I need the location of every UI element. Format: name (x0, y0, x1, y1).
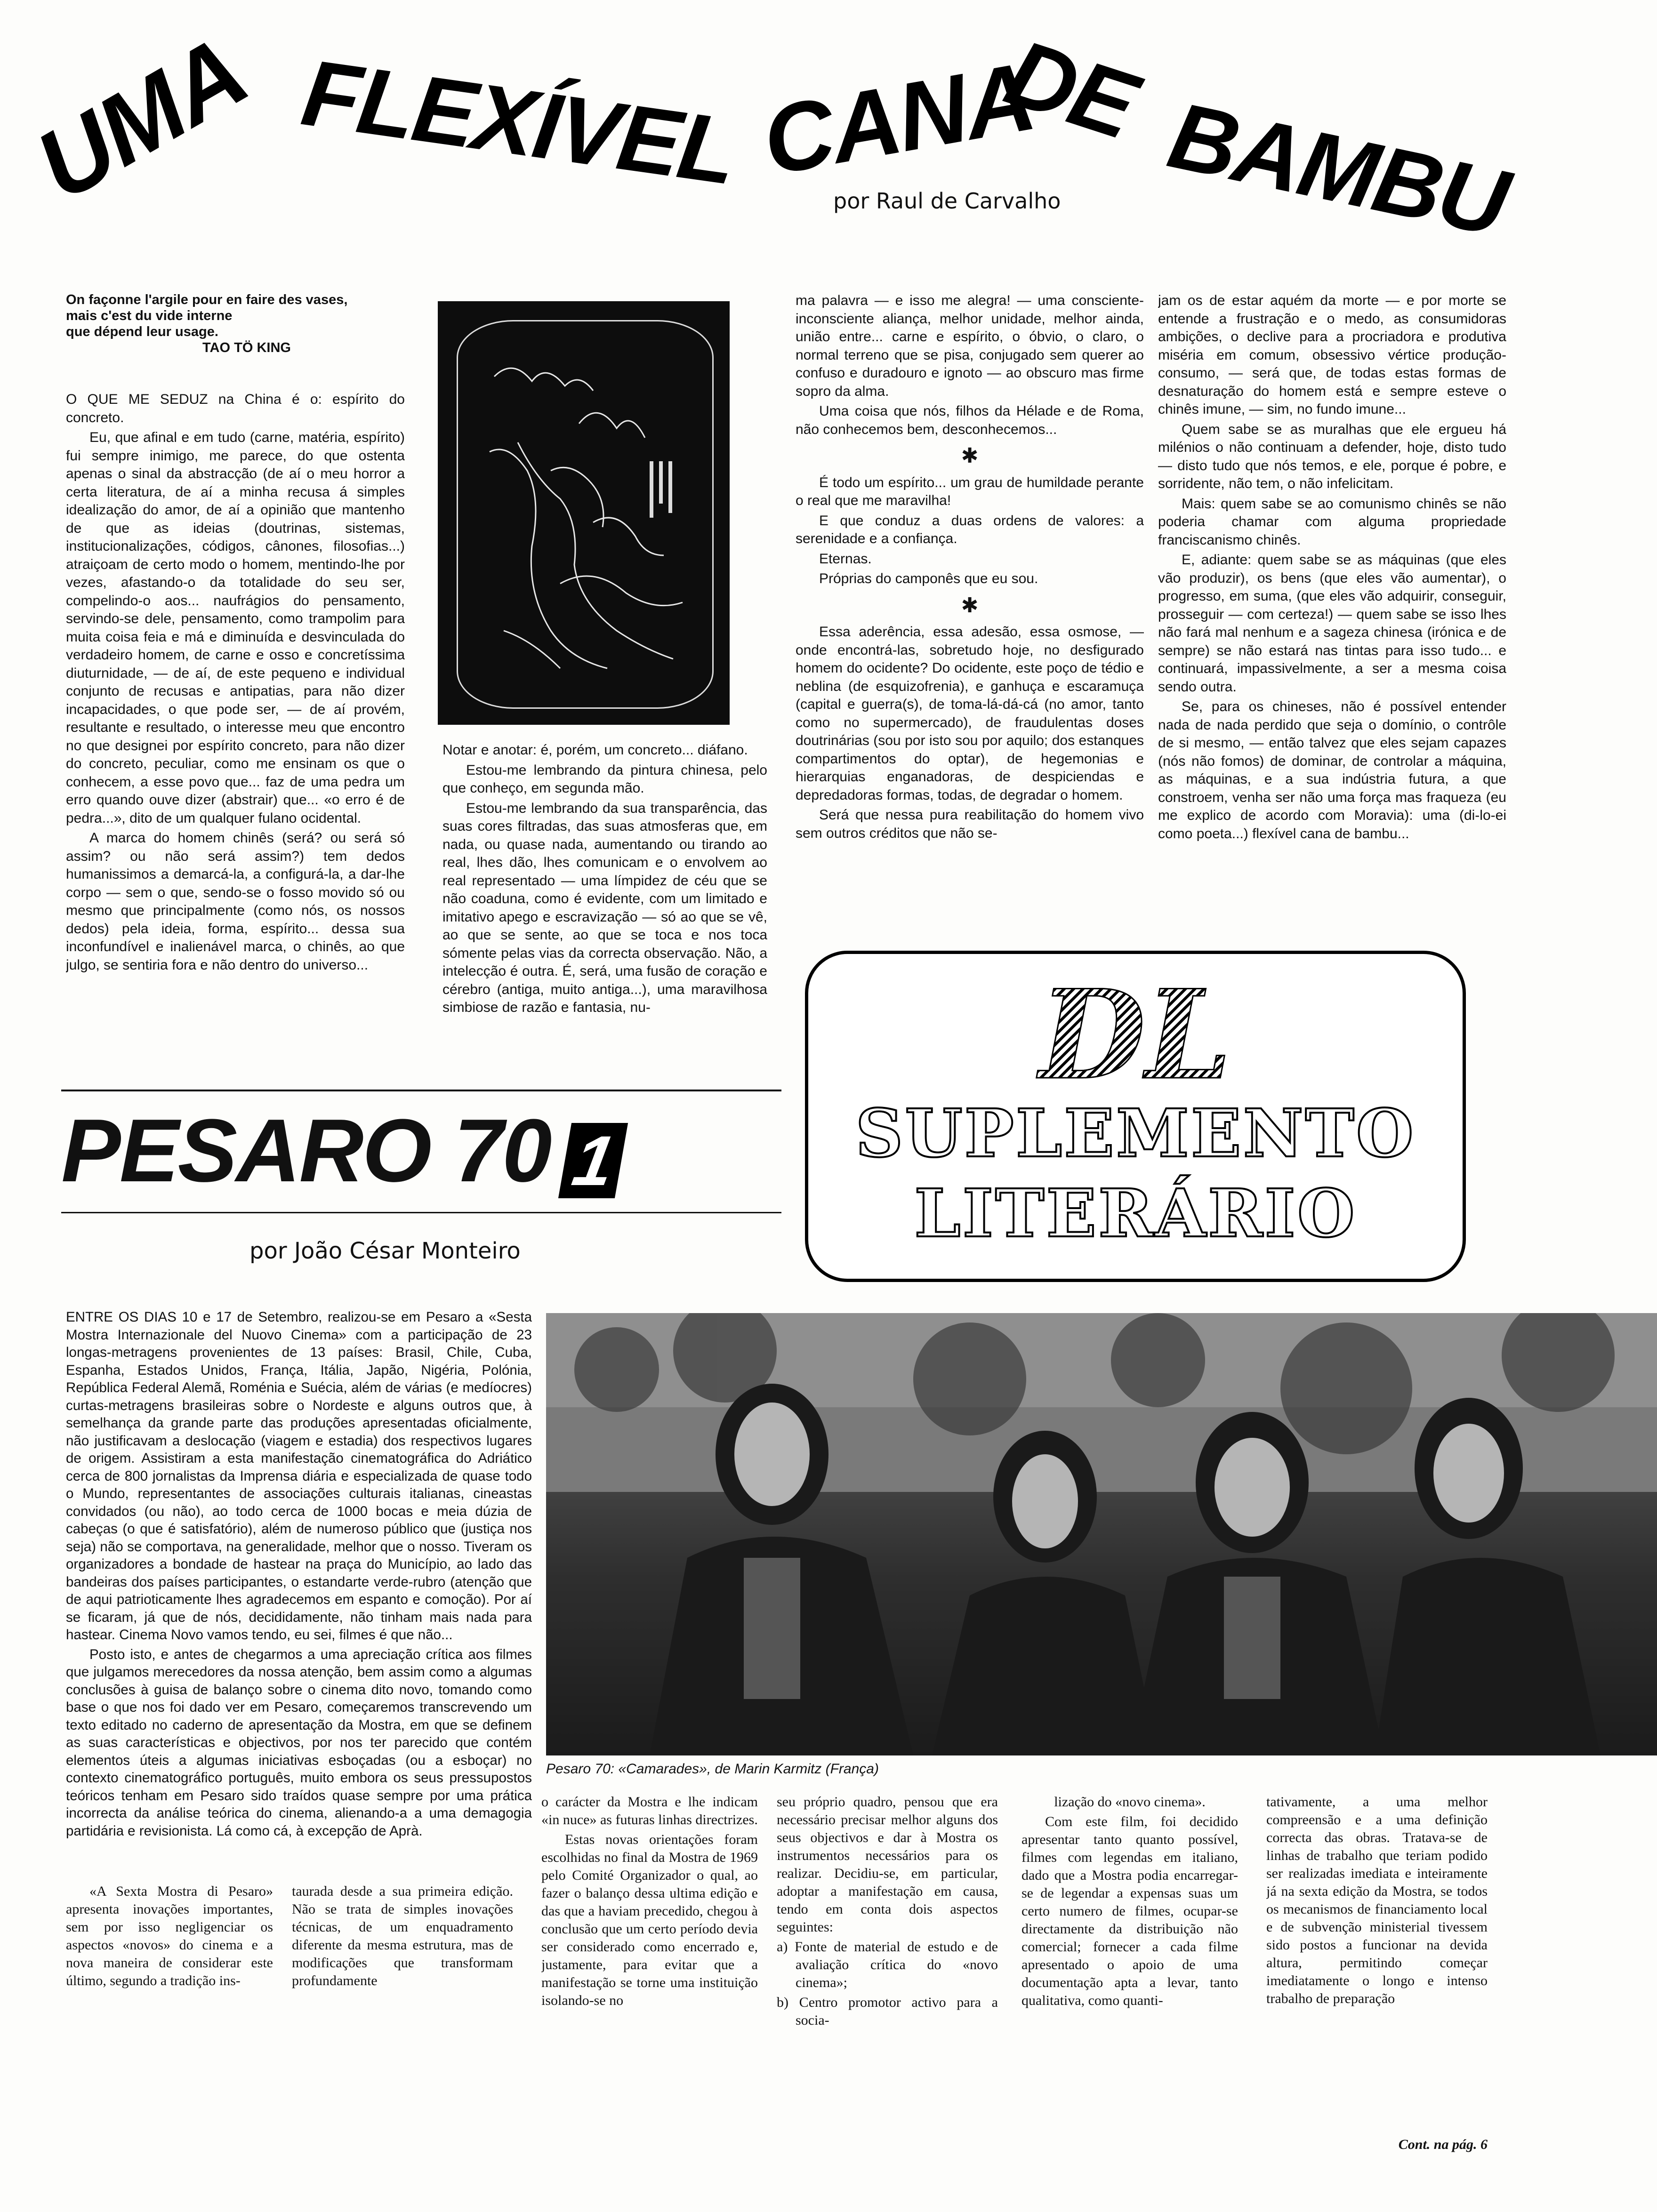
continued-on-page: Cont. na pág. 6 (1398, 2137, 1488, 2152)
pesaro-title: PESARO 70 (61, 1101, 551, 1201)
headline-word-cana: CANA (755, 42, 1041, 196)
paragraph: Estou-me lembrando da sua transparência, das suas cores filtradas, das suas atmosferas que, em nada, ou quase nada, aumentando ou tirando ao real, lhes dão, lhes comunicam e o envolvem ao real representado — uma límpidez de céu que se não coaduna, como é evidente, com um limitado e imitativo apego e escravização — só ao que se vê, ao que se sente, ao que se toca e nos toca sómente pelas vias da correcta observação. Não, a intelecção é outra. É, será, uma fusão de coração e cérebro (antiga, muito antiga...), uma maravilhosa simbiose de razão e fantasia, nu- (442, 800, 767, 1015)
pesaro-headline (61, 1101, 621, 1201)
headline-underline (61, 1212, 781, 1213)
paragraph: Essa aderência, essa adesão, essa osmose, — onde encontrá-las, sobretudo hoje, no desfigurado homem do ocidente? Do ocidente, este poço de tédio e neblina (de esquizofrenia), e ganhuça e escaramuça (capital e guerra(s), de toma-lá-dá-cá (no amor, tanto como no supermercado), de fraudulentas doses doutrinárias (sou por isto sou por aquilo; dos estanques compartimentos do optar), de hegemonias e hierarquias enganadoras, de despiciendas e depredadoras formas, todas, de degradar o homem. (796, 624, 1144, 803)
article1-col3 (796, 292, 1144, 922)
article1-col2 (442, 741, 767, 1094)
bottom-col6 (1266, 1793, 1488, 2132)
dl-logo: DL (808, 963, 1463, 1107)
paragraph: Mais: quem sabe se ao comunismo chinês se não poderia chamar com alguma propriedade franciscanismo chinês. (1158, 496, 1506, 548)
pesaro-byline: por João César Monteiro (249, 1238, 521, 1264)
paragraph: Eu, que afinal e em tudo (carne, matéria, espírito) fui sempre inimigo, me parece, do que ostenta apenas o sinal da abstracção (de aí o meu horror a certa literatura, de aí a minha recusa á simples idealização do amor, de aí a opinião que mantenho de que as ideias (doutrinas, sistemas, institucionalizações, códigos, cânones, filosofias...) atraiçoam de certo modo o homem, mentindo-lhe por vezes, afastando-o da totalidade do seu ser, compelindo-o aos... naufrágios do pensamento, servindo-se dele, pensamento, como trampolim para muita coisa feia e má e diminuída e desvinculada do verdadeiro homem, de carne e osso e concretíssima diuturnidade, — de aí, de este pequeno e individual conjunto de recusas e antipatias, para não dizer incapacidades, o que pode ser, — de aí provém, resultante e resultado, o interesse meu que encontro no que designei por espírito concreto, para não dizer do concreto, peculiar, como me ensinam os que o conhecem, a esse povo que... faz de uma pedra um erro quando ouve dizer (abstrair) que... «o erro é de pedra...», dito de um qualquer fulano ocidental. (66, 430, 405, 826)
paragraph: Com este film, foi decidido apresentar tanto quanto possível, filmes com legendas em italiano, dado que a Mostra podia encarregar-se de legendar a expensas suas um certo numero de filmes, ocupar-se directamente da distribuição não comercial; fornecer a cada filme apresentado o apoio de uma documentação apta a levar, tanto qualitativa, como quanti- (1022, 1814, 1238, 2008)
bottom-col3 (541, 1793, 758, 2151)
paragraph: Próprias do camponês que eu sou. (819, 571, 1038, 586)
paragraph: ENTRE OS DIAS 10 e 17 de Setembro, realizou-se em Pesaro a «Sesta Mostra Internazionale del Nuovo Cinema» com a participação de 23 longas-metragens provenientes de 13 países: Brasil, Chile, Cuba, Espanha, Estados Unidos, França, Itália, Japão, Nigéria, Polónia, República Federal Alemã, Roménia e Suécia, além de várias (e medíocres) curtas-metragens brasileiras sobre o Nordeste e alguns outros que, à semelhança da grande parte das produções apresentadas oficialmente, não justificavam a deslocação (viagem e estadia) dos respectivos lugares de origem. Assistiram a esta manifestação cinematográfica do Adriático cerca de 800 jornalistas da Imprensa diária e especializada de quase todo o Mundo, representantes de associações culturais italianas, cineastas convidados (ou não), ao todo cerca de 1000 bocas e meia dúzia de cabeças (o que é satisfatório), além de numeroso público que (justiça nos seja) não se comportava, na generalidade, melhor que o nosso. Tiveram os organizadores a bondade de hastear na praça do Município, ao lado das bandeiras dos países participantes, o estandarte verde-rubro (atenção que de aqui patrioticamente lhes agradecemos em espanto e comoção). Por aí se ficaram, já que de nós, decididamente, não tinham mais nada para hastear. Cinema Novo vamos tendo, eu sei, filmes é que não... (66, 1309, 532, 1643)
photo-caption: Pesaro 70: «Camarades», de Marin Karmitz (França) (546, 1761, 879, 1777)
section-asterisk: ✱ (961, 444, 979, 467)
list-item: a) Fonte de material de estudo e de avaliação crítica do «novo cinema»; (777, 1939, 998, 1990)
bottom-col1 (66, 1883, 273, 2146)
epigraph-line: que dépend leur usage. (66, 324, 218, 339)
paragraph: Notar e anotar: é, porém, um concreto... diáfano. (442, 742, 748, 758)
paragraph: Estas novas orientações foram escolhidas no final da Mostra de 1969 pelo Comité Organizador o qual, ao fazer o balanço dessa ultima edição e das que a haviam precedido, chegou à conclusão que um certo período devia ser considerado como encerrado e, justamente, para evitar que a manifestação se torne uma instituição isolando-se no (541, 1832, 758, 2008)
epigraph-author: TAO TÖ KING (202, 340, 291, 355)
paragraph: A marca do homem chinês (será? ou será só assim? ou não será assim?) tem dedos humanissimos a demarcá-la, a configurá-la, a dar-lhe corpo — sem o que, sendo-se o fosso movido só ou mesmo que principalmente (como nós, os nossos dedos) pela ideia, forma, espírito... dessa sua inconfundível e inalienável marca, o chinês, ao que julgo, se sentiria fora e não dentro do universo... (66, 830, 405, 973)
paragraph: ma palavra — e isso me alegra! — uma consciente-inconsciente aliança, melhor unidade, melhor ainda, união entre... carne e espírito, o óbvio, o claro, o normal terreno que se pisa, conjugado sem querer ao confuso e duradouro e ignoto — ao obscuro mas firme sopro da alma. (796, 293, 1144, 399)
headline-word-de: DE (994, 19, 1148, 159)
list-item: b) Centro promotor activo para a socia- (777, 1995, 998, 2028)
bottom-col2 (292, 1883, 513, 2146)
paragraph: Posto isto, e antes de chegarmos a uma apreciação crítica aos filmes que julgamos merecedores da nossa atenção, bem assim como a algumas conclusões à guisa de balanço sobre o cinema dito novo, tomando como base o que nos foi dado ver em Pesaro, começaremos transcrevendo um texto editado no caderno de apresentação da Mostra, em que se definem as suas características e objectivos, por nos ter parecido que contém elementos úteis a algumas iniciativas esboçadas (ou a esboçar) no contexto cinematográfico português, muito embora os seus pressupostos teóricos tenham em Pesaro sido traídos quase sempre por uma prática incorrecta da análise teórica do cinema, alienando-a a uma demagogia partidária e revisionista. Lá como cá, à excepção de Aprà. (66, 1646, 532, 1839)
epigraph-line: mais c'est du vide interne (66, 308, 233, 323)
paragraph: Uma coisa que nós, filhos da Hélade e de Roma, não conhecemos bem, desconhecemos... (796, 403, 1144, 437)
bottom-col4 (777, 1793, 998, 2151)
headline-word-uma: UMA (18, 16, 264, 222)
section-asterisk: ✱ (961, 593, 979, 617)
literario-title: LITERÁRIO (914, 1175, 1357, 1252)
epigraph (66, 292, 405, 356)
paragraph: Quem sabe se as muralhas que ele ergueu há milénios o não continuam a defender, hoje, disto tudo — disto tudo que nós temos, e ele, porque é pobre, e sorridente, não tem, o não infelicitam. (1158, 421, 1506, 491)
camarades-photo-image (546, 1313, 1657, 1755)
pesaro-intro-col (66, 1308, 532, 1868)
paragraph: taurada desde a sua primeira edição. Não se trata de simples inovações técnicas, de um enquadramento diferente da mesma estrutura, mas de modificações que transformam profundamente (292, 1883, 513, 1988)
part-number-badge: 1 (558, 1123, 627, 1198)
chinese-painting-image (438, 301, 730, 725)
paragraph: E, adiante: quem sabe se as máquinas (que eles vão produzir), os bens (que eles vão aumentar), o progresso, em suma, (que eles vão adquirir, conseguir, prosseguir — com certeza!) — quem sabe se isso lhes não fará mal nenhum e a sageza chinesa (irónica e de sempre) se não estará nas tintas para isso tudo... e continuará, impassivelmente, a ser a mesma coisa sendo outra. (1158, 552, 1506, 695)
paragraph: O QUE ME SEDUZ na China é o: espírito do concreto. (66, 392, 405, 425)
paragraph: seu próprio quadro, pensou que era necessário precisar melhor alguns dos seus objectivos e dar à Mostra os instrumentos necessários para os realizar. Decidiu-se, em particular, adoptar a manifestação em causa, tendo em conta dois aspectos seguintes: (777, 1794, 998, 1935)
bottom-col5 (1022, 1793, 1238, 2151)
paragraph: jam os de estar aquém da morte — e por morte se entende a frustração e o medo, as consumidoras ambições, o declive para a procriadora e produtiva miséria em comum, obsessivo vértice produção-consumo, — será que, de todas estas formas de desnaturação do homem está e sempre esteve o chinês imune, — sim, no fundo imune... (1158, 293, 1506, 417)
paragraph: o carácter da Mostra e lhe indicam «in nuce» as futuras linhas directrizes. (541, 1794, 758, 1827)
paragraph: É todo um espírito... um grau de humildade perante o real que me maravilha! (796, 474, 1144, 508)
headline-word-flexivel: FLEXÍVEL (296, 40, 741, 205)
paragraph: Estou-me lembrando da pintura chinesa, pelo que conheço, em segunda mão. (442, 762, 767, 796)
article1-col4 (1158, 292, 1506, 922)
headline-byline: por Raul de Carvalho (833, 188, 1061, 214)
article1-col1 (66, 391, 405, 1087)
suplemento-literario-logo (805, 951, 1466, 1282)
suplemento-title: SUPLEMENTO (855, 1095, 1416, 1172)
paragraph: Será que nessa pura reabilitação do homem vivo sem outros créditos que não se- (796, 807, 1144, 841)
paragraph: Se, para os chineses, não é possível entender nada de nada perdido que seja o domínio, o contrôle de si mesmo, — então talvez que eles sejam capazes (nós não fomos) de dominar, de controlar a máquina, as máquinas, e a sua indústria futura, a que constroem, venha ser não uma força mas fraqueza (eu me explico de acordo com Moravia): uma (di-lo-ei como poeta...) flexível cana de bambu... (1158, 699, 1506, 842)
paragraph: lização do «novo cinema». (1054, 1794, 1206, 1810)
paragraph: E que conduz a duas ordens de valores: a serenidade e a confiança. (796, 513, 1144, 546)
paragraph: «A Sexta Mostra di Pesaro» apresenta inovações importantes, sem por isso negligenciar os aspectos «novos» do cinema e a nova maneira de considerar este último, segundo a tradição ins- (66, 1883, 273, 1988)
section-divider (61, 1090, 781, 1091)
epigraph-line: On façonne l'argile pour en faire des vases, (66, 292, 348, 307)
film-still-photo (546, 1313, 1657, 1755)
headline-word-bambu: BAMBU (1160, 82, 1516, 256)
paragraph: tativamente, a uma melhor compreensão e a uma definição correcta das obras. Tratava-se de linhas de trabalho que teriam podido ser realizadas imediata e inteiramente já na sexta edição da Mostra, se todos os mecanismos de financiamento local e de subvenção ministerial tivessem sido postos a funcionar na devida altura, permitindo começar imediatamente o longo e intenso trabalho de preparação (1266, 1794, 1488, 2006)
landscape-drawing-icon (438, 301, 730, 725)
paragraph: Eternas. (819, 551, 872, 567)
